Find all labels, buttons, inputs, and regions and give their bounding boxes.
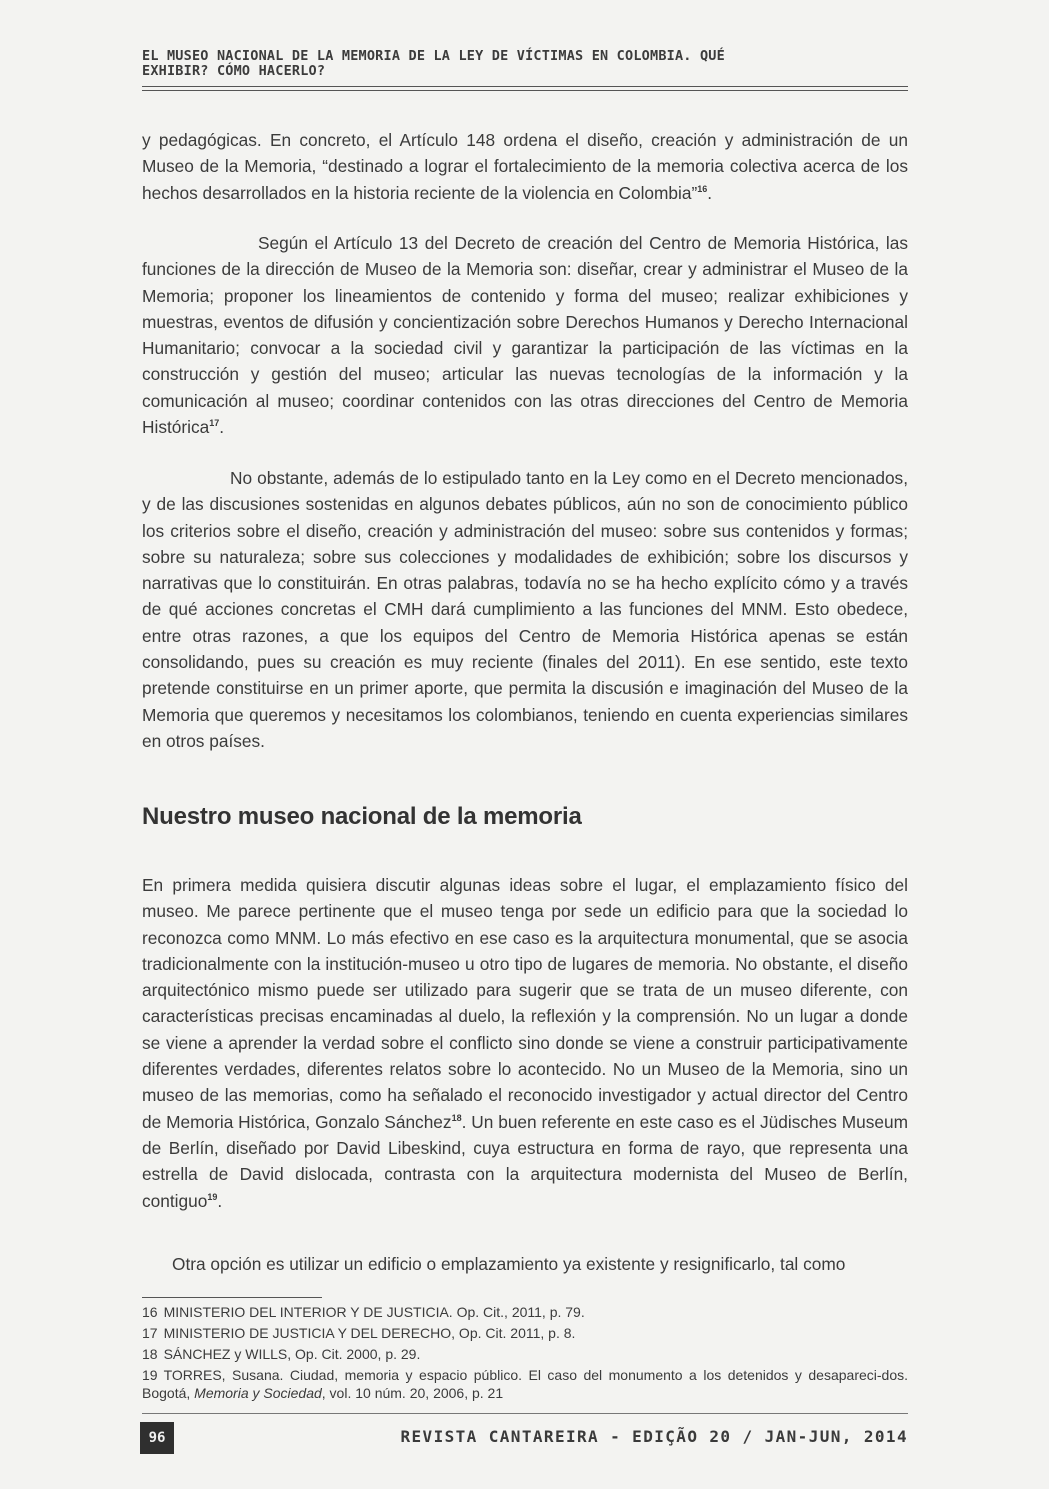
footnote-text: MINISTERIO DEL INTERIOR Y DE JUSTICIA. Op. Cit., 2011, p. 79.	[163, 1304, 585, 1320]
header-rule-double	[142, 90, 908, 91]
footnote-number: 17	[142, 1325, 158, 1341]
footnote-rule	[142, 1297, 322, 1298]
footnote-ref-17[interactable]: 17	[209, 418, 220, 429]
footer-rule	[142, 1413, 908, 1414]
footnote-number: 16	[142, 1304, 158, 1320]
footnote-ref-19[interactable]: 19	[207, 1191, 218, 1202]
paragraph-1	[142, 127, 908, 206]
footnote-text: SÁNCHEZ y WILLS, Op. Cit. 2000, p. 29.	[163, 1346, 421, 1362]
paragraph-4-mid: . Un buen referente en este caso es el Jüdisches Museum de Berlín, diseñado por David Libeskind, cuya estructura en forma de rayo, que representa una estrella de David dislocada, contrasta con la arquitectura modernista del Museo de Berlín, contiguo	[142, 1111, 908, 1211]
paragraph-4-tail: .	[217, 1190, 223, 1211]
page-number: 96	[140, 1422, 174, 1454]
footnote-19	[142, 1366, 908, 1402]
footnote-text: TORRES, Susana. Ciudad, memoria y espacio público. El caso del monumento a los detenidos y desapareci-dos. Bogotá,	[142, 1367, 908, 1401]
paragraph-4-text: En primera medida quisiera discutir algunas ideas sobre el lugar, el emplazamiento físico del museo. Me parece pertinente que el museo tenga por sede un edificio para que la sociedad lo reconozca como MNM. Lo más efectivo en ese caso es la arquitectura monumental, que se asocia tradicionalmente con la institución-museo u otro tipo de lugares de memoria. No obstante, el diseño arquitectónico mismo puede ser utilizado para sugerir que se trata de un museo diferente, con características precisas encaminadas al duelo, la reflexión y la comprensión. No un lugar a donde se viene a aprender la verdad sobre el conflicto sino donde se viene a construir participativamente diferentes verdades, diferentes relatos sobre lo acontecido. No un Museo de la Memoria, sino un museo de las memorias, como ha señalado el reconocido investigador y actual director del Centro de Memoria Histórica, Gonzalo Sánchez	[142, 875, 908, 1132]
footnotes	[142, 1303, 908, 1405]
footnote-text-tail: , vol. 10 núm. 20, 2006, p. 21	[321, 1385, 504, 1401]
footnote-17	[142, 1324, 908, 1342]
header-rule	[142, 86, 908, 87]
header-title: EL MUSEO NACIONAL DE LA MEMORIA DE LA LEY DE VÍCTIMAS EN COLOMBIA. QUÉ EXHIBIR? CÓMO HACERLO?	[142, 48, 725, 79]
footnote-text: MINISTERIO DE JUSTICIA Y DEL DERECHO, Op. Cit. 2011, p. 8.	[163, 1325, 576, 1341]
paragraph-2-tail: .	[219, 417, 225, 438]
paragraph-3: No obstante, además de lo estipulado tanto en la Ley como en el Decreto mencionados, y de las discusiones sostenidas en algunos debates públicos, aún no son de conocimiento público los criterios sobre el diseño, creación y administración del museo: sobre sus contenidos y formas; sobre su naturaleza; sobre sus colecciones y modalidades de exhibición; sobre los discursos y narrativas que lo constituirán. En otras palabras, todavía no se ha hecho explícito cómo y a través de qué acciones concretas el CMH dará cumplimiento a las funciones del MNM. Esto obedece, entre otras razones, a que los equipos del Centro de Memoria Histórica apenas se están consolidando, pues su creación es muy reciente (finales del 2011). En ese sentido, este texto pretende constituirse en un primer aporte, que permita la discusión e imaginación del Museo de la Memoria que queremos y necesitamos los colombianos, teniendo en cuenta experiencias similares en otros países.	[142, 468, 908, 751]
footnote-18	[142, 1345, 908, 1363]
paragraph-2-text: Según el Artículo 13 del Decreto de creación del Centro de Memoria Histórica, las funciones de la dirección de Museo de la Memoria son: diseñar, crear y administrar el Museo de la Memoria; proponer los lineamientos de contenido y forma del museo; realizar exhibiciones y muestras, eventos de difusión y concientización sobre Derechos Humanos y Derecho Internacional Humanitario; convocar a la sociedad civil y garantizar la participación de las víctimas en la construcción y gestión del museo; articular las nuevas tecnologías de la información y la comunicación al museo; coordinar contenidos con las otras direcciones del Centro de Memoria Histórica	[142, 233, 908, 438]
paragraph-2	[142, 230, 908, 440]
footnote-ref-18[interactable]: 18	[451, 1112, 462, 1123]
paragraph-1-text: y pedagógicas. En concreto, el Artículo 148 ordena el diseño, creación y administración de un Museo de la Memoria, “destinado a lograr el fortalecimiento de la memoria colectiva acerca de los hechos desarrollados en la historia reciente de la violencia en Colombia”	[142, 130, 908, 203]
footnote-number: 19	[142, 1367, 158, 1383]
footnote-journal-title: Memoria y Sociedad	[194, 1385, 322, 1401]
paragraph-1-tail: .	[707, 182, 713, 203]
footnote-ref-16[interactable]: 16	[697, 183, 708, 194]
footnote-16	[142, 1303, 908, 1321]
section-heading: Nuestro museo nacional de la memoria	[142, 803, 582, 830]
paragraph-4	[142, 872, 908, 1214]
paragraph-5: Otra opción es utilizar un edificio o emplazamiento ya existente y resignificarlo, tal como	[172, 1254, 846, 1274]
footnote-number: 18	[142, 1346, 158, 1362]
journal-footer: REVISTA CANTAREIRA - EDIÇÃO 20 / JAN-JUN, 2014	[400, 1427, 908, 1446]
